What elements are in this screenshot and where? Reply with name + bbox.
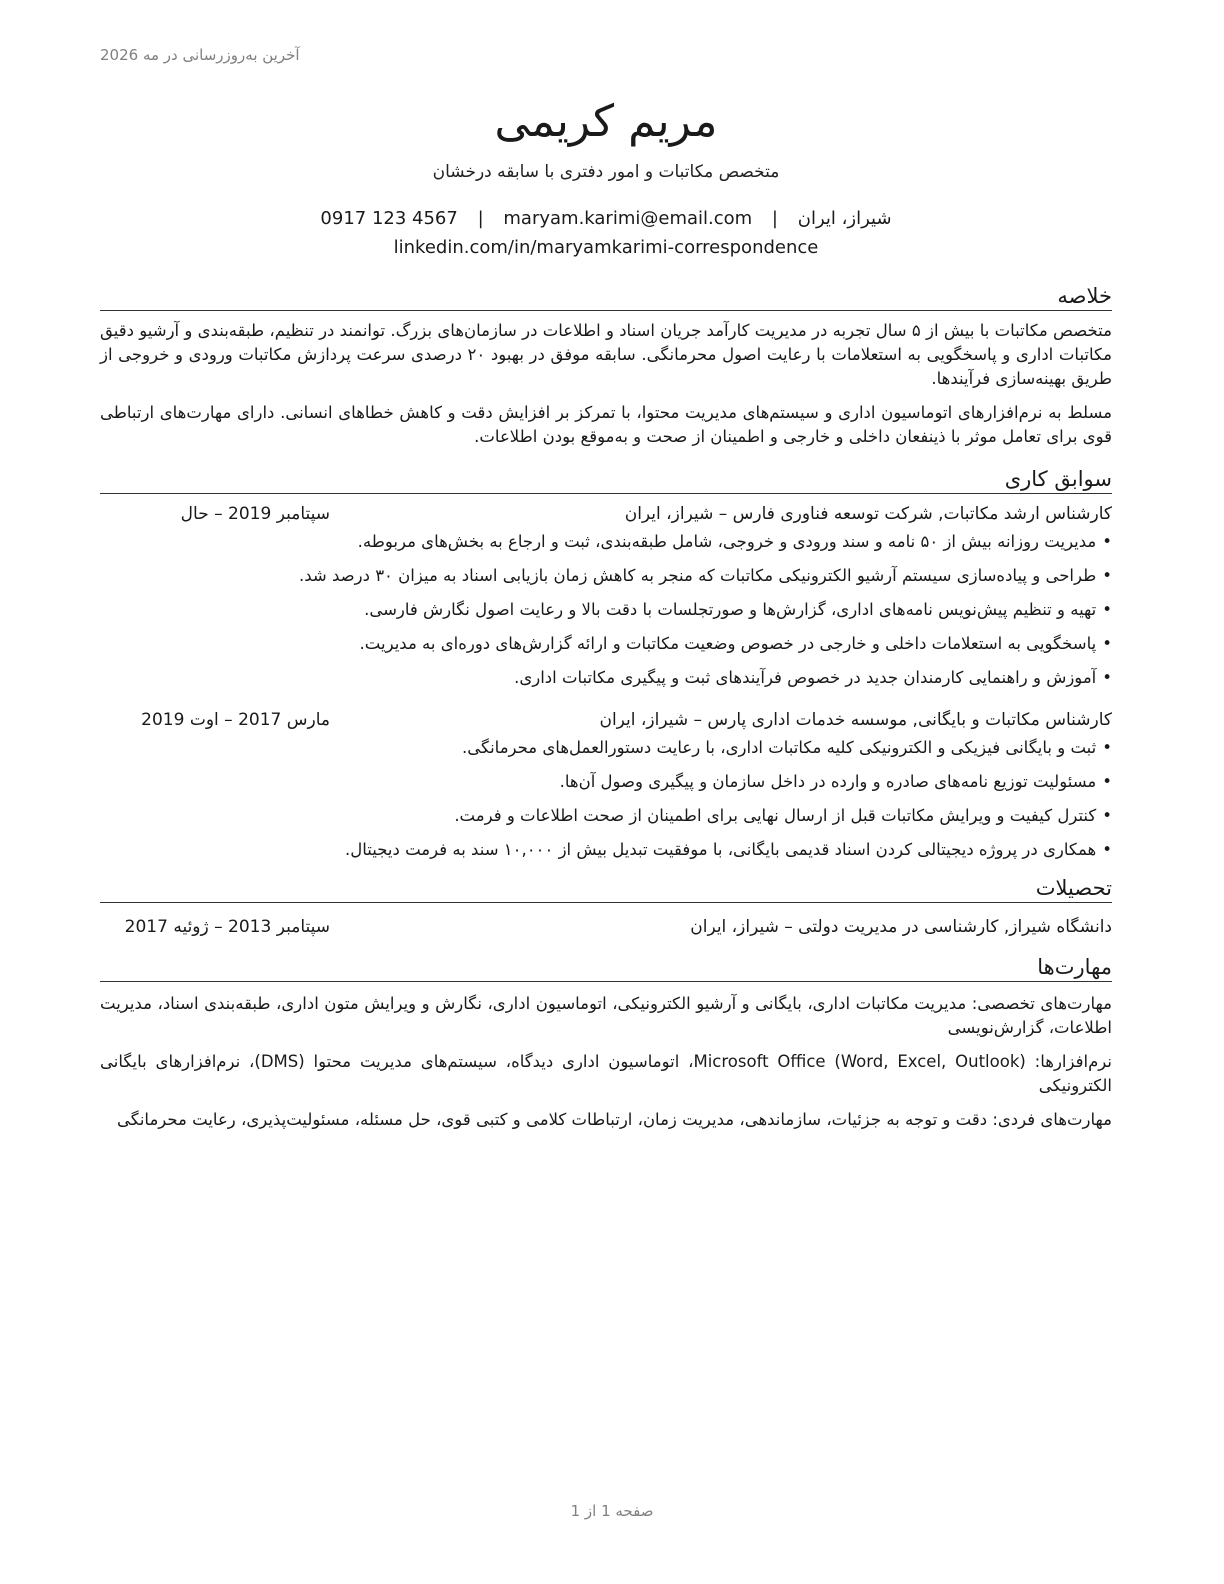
contact-separator: | (771, 208, 778, 229)
job-bullets (100, 736, 1112, 862)
list-item: • همکاری در پروژه دیجیتالی کردن اسناد قدیمی بایگانی، با موفقیت تبدیل بیش از ۱۰,۰۰۰ سند به فرمت دیجیتال. (100, 838, 1112, 862)
resume-header (100, 0, 1112, 258)
job-header (100, 710, 1112, 730)
job-entry (100, 504, 1112, 690)
summary-paragraph-1: متخصص مکاتبات با بیش از ۵ سال تجربه در مدیریت کارآمد جریان اسناد و اطلاعات در سازمان‌های بزرگ. توانمند در تنظیم، طبقه‌بندی و آرشیو دقیق مکاتبات اداری و پاسخگویی به استعلامات با رعایت اصول محرمانگی. سابقه موفق در بهبود ۲۰ درصدی سرعت پردازش مکاتبات ورودی و خروجی از طریق بهینه‌سازی فرآیندها. (100, 321, 1113, 388)
skills-section (100, 955, 1112, 1132)
page-number: صفحه 1 از 1 (570, 1502, 654, 1520)
list-item: • طراحی و پیاده‌سازی سیستم آرشیو الکترونیکی مکاتبات که منجر به کاهش زمان بازیابی اسناد به میزان ۳۰ درصد شد. (100, 564, 1112, 588)
education-date: سپتامبر 2013 – ژوئیه 2017 (124, 917, 330, 937)
section-title-education: تحصیلات (100, 876, 1112, 903)
contact-location: شیراز، ایران (797, 208, 892, 229)
last-updated: آخرین به‌روزرسانی در مه 2026 (100, 46, 300, 64)
summary-section (100, 284, 1112, 449)
contact-email[interactable]: maryam.karimi@email.com (503, 208, 753, 229)
job-title: کارشناس ارشد مکاتبات, شرکت توسعه فناوری فارس – شیراز، ایران (624, 504, 1112, 524)
candidate-name: مریم کریمی (494, 96, 718, 147)
list-item: • ثبت و بایگانی فیزیکی و الکترونیکی کلیه مکاتبات اداری، با رعایت دستورالعمل‌های محرمانگی. (100, 736, 1112, 760)
contact-separator: | (477, 208, 484, 229)
list-item: • آموزش و راهنمایی کارمندان جدید در خصوص فرآیندهای ثبت و پیگیری مکاتبات اداری. (100, 666, 1112, 690)
resume-page (100, 0, 1112, 1584)
list-item: • مدیریت روزانه بیش از ۵۰ نامه و سند ورودی و خروجی، شامل طبقه‌بندی، ثبت و ارجاع به بخش‌های مربوطه. (100, 530, 1112, 554)
list-item: • پاسخگویی به استعلامات داخلی و خارجی در خصوص وضعیت مکاتبات و ارائه گزارش‌های دوره‌ای به مدیریت. (100, 632, 1112, 656)
job-date: سپتامبر 2019 – حال (180, 504, 330, 524)
contact-phone: 0917 123 4567 (320, 208, 458, 229)
job-entry (100, 710, 1112, 862)
section-title-summary: خلاصه (100, 284, 1112, 311)
candidate-tagline: متخصص مکاتبات و امور دفتری با سابقه درخشان (432, 162, 780, 182)
job-title: کارشناس مکاتبات و بایگانی, موسسه خدمات اداری پارس – شیراز، ایران (599, 710, 1112, 730)
section-title-experience: سوابق کاری (100, 467, 1112, 494)
education-entry (100, 917, 1112, 937)
summary-paragraph-2: مسلط به نرم‌افزارهای اتوماسیون اداری و سیستم‌های مدیریت محتوا، با تمرکز بر افزایش دقت و کاهش خطاهای انسانی. دارای مهارت‌های ارتباطی قوی برای تعامل موثر با ذینفعان داخلی و خارجی و اطمینان از صحت و به‌موقع بودن اطلاعات. (100, 403, 1112, 446)
job-date: مارس 2017 – اوت 2019 (141, 710, 330, 730)
list-item: • کنترل کیفیت و ویرایش مکاتبات قبل از ارسال نهایی برای اطمینان از صحت اطلاعات و فرمت. (100, 804, 1112, 828)
contact-linkedin[interactable]: linkedin.com/in/maryamkarimi-correspondence (393, 237, 819, 258)
education-section (100, 876, 1112, 937)
job-header (100, 504, 1112, 524)
list-item: • تهیه و تنظیم پیش‌نویس نامه‌های اداری، گزارش‌ها و صورتجلسات با دقت بالا و رعایت اصول نگارش فارسی. (100, 598, 1112, 622)
skill-line: مهارت‌های تخصصی: مدیریت مکاتبات اداری، بایگانی و آرشیو الکترونیکی، اتوماسیون اداری، نگارش و ویرایش متون اداری، طبقه‌بندی اسناد، مدیریت اطلاعات، گزارش‌نویسی (100, 994, 1112, 1037)
contact-row (100, 208, 1112, 229)
job-bullets (100, 530, 1112, 690)
education-heading: دانشگاه شیراز, کارشناسی در مدیریت دولتی – شیراز، ایران (690, 917, 1112, 937)
skill-line: مهارت‌های فردی: دقت و توجه به جزئیات، سازماندهی، مدیریت زمان، ارتباطات کلامی و کتبی قوی، حل مسئله، مسئولیت‌پذیری، رعایت محرمانگی (116, 1110, 1112, 1129)
section-title-skills: مهارت‌ها (100, 955, 1112, 982)
list-item: • مسئولیت توزیع نامه‌های صادره و وارده در داخل سازمان و پیگیری وصول آن‌ها. (100, 770, 1112, 794)
experience-section (100, 467, 1112, 862)
skill-line: نرم‌افزارها: (Microsoft Office (Word, Excel, Outlook، اتوماسیون اداری دیدگاه، سیستم‌های مدیریت محتوا (DMS)، نرم‌افزارهای بایگانی الکترونیکی (100, 1052, 1112, 1095)
